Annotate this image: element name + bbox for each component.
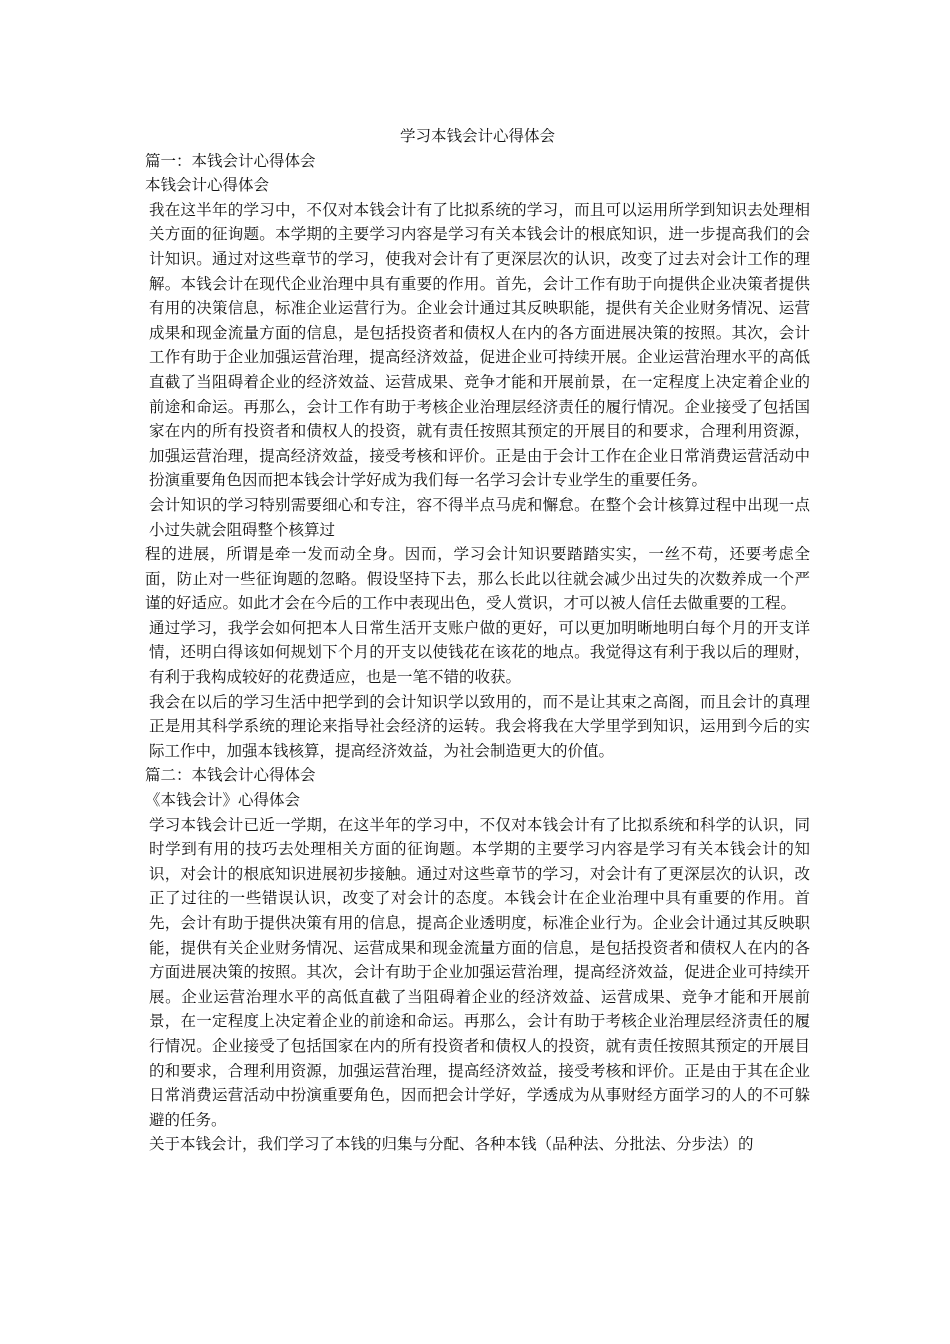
section1-subheading: 本钱会计心得体会 — [145, 176, 270, 195]
section1-heading: 篇一：本钱会计心得体会 — [145, 151, 316, 170]
document-title: 学习本钱会计心得体会 — [399, 127, 555, 145]
document-page — [145, 124, 810, 1157]
section1-paragraph-1: 我在这半年的学习中，不仅对本钱会计有了比拟系统的学习，而且可以运用所学到知识去处理相关方面的征询题。本学期的主要学习内容是学习有关本钱会计的根底知识，进一步提高我们的会计知识。通过对这些章节的学习，使我对会计有了更深层次的认识，改变了过去对会计工作的理解。本钱会计在现代企业治理中具有重要的作用。首先，会计工作有助于向提供企业决策者提供有用的决策信息，标准企业运营行为。企业会计通过其反映职能，提供有关企业财务情况、运营成果和现金流量方面的信息，是包括投资者和债权人在内的各方面进展决策的按照。其次，会计工作有助于企业加强运营治理，提高经济效益，促进企业可持续开展。企业运营治理水平的高低直截了当阻碍着企业的经济效益、运营成果、竞争才能和开展前景，在一定程度上决定着企业的前途和命运。再那么，会计工作有助于考核企业治理层经济责任的履行情况。企业接受了包括国家在内的所有投资者和债权人的投资，就有责任按照其预定的开展目的和要求，合理利用资源，加强运营治理，提高经济效益，接受考核和评价。正是由于会计工作在企业日常消费运营活动中扮演重要角色因而把本钱会计学好成为我们每一名学习会计专业学生的重要任务。 — [149, 200, 810, 490]
section2-paragraph-1: 学习本钱会计已近一学期，在这半年的学习中，不仅对本钱会计有了比拟系统和科学的认识，同时学到有用的技巧去处理相关方面的征询题。本学期的主要学习内容是学习有关本钱会计的知识，对会计的根底知识进展初步接触。通过对这些章节的学习，对会计有了更深层次的认识，改正了过往的一些错误认识，改变了对会计的态度。本钱会计在企业治理中具有重要的作用。首先，会计有助于提供决策有用的信息，提高企业透明度，标准企业行为。企业会计通过其反映职能，提供有关企业财务情况、运营成果和现金流量方面的信息，是包括投资者和债权人在内的各方面进展决策的按照。其次，会计有助于企业加强运营治理，提高经济效益，促进企业可持续开展。企业运营治理水平的高低直截了当阻碍着企业的经济效益、运营成果、竞争才能和开展前景，在一定程度上决定着企业的前途和命运。再那么，会计有助于考核企业治理层经济责任的履行情况。企业接受了包括国家在内的所有投资者和债权人的投资，就有责任按照其预定的开展目的和要求，合理利用资源，加强运营治理，提高经济效益，接受考核和评价。正是由于其在企业日常消费运营活动中扮演重要角色，因而把会计学好，学透成为从事财经方面学习的人的不可躲避的任务。 — [149, 815, 810, 1129]
section2-paragraph-2: 关于本钱会计，我们学习了本钱的归集与分配、各种本钱（品种法、分批法、分步法）的 — [149, 1135, 754, 1154]
section1-paragraph-2: 会计知识的学习特别需要细心和专注，容不得半点马虎和懈怠。在整个会计核算过程中出现一点小过失就会阻碍整个核算过 — [149, 495, 810, 539]
section1-paragraph-3: 程的进展，所谓是牵一发而动全身。因而，学习会计知识要踏踏实实，一丝不苟，还要考虑全面，防止对一些征询题的忽略。假设坚持下去，那么长此以往就会减少出过失的次数养成一个严谨的好适应。如此才会在今后的工作中表现出色，受人赏识，才可以被人信任去做重要的工程。 — [145, 545, 810, 613]
section1-paragraph-5: 我会在以后的学习生活中把学到的会计知识学以致用的，而不是让其束之高阁，而且会计的真理正是用其科学系统的理论来指导社会经济的运转。我会将我在大学里学到知识，运用到今后的实际工作中，加强本钱核算，提高经济效益，为社会制造更大的价值。 — [149, 692, 810, 760]
section1-paragraph-4: 通过学习，我学会如何把本人日常生活开支账户做的更好，可以更加明晰地明白每个月的开支详情，还明白得该如何规划下个月的开支以使钱花在该花的地点。我觉得这有利于我以后的理财，有利于我构成较好的花费适应，也是一笔不错的收获。 — [149, 618, 810, 687]
section2-heading: 篇二：本钱会计心得体会 — [145, 766, 316, 785]
section2-subheading: 《本钱会计》心得体会 — [145, 791, 301, 810]
